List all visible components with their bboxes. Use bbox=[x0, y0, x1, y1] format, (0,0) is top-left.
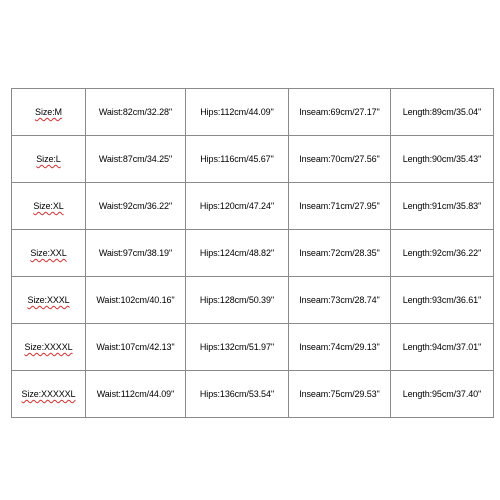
size-chart-table bbox=[11, 88, 494, 418]
size-cell bbox=[12, 324, 86, 371]
waist-cell: Waist:92cm/36.22'' bbox=[86, 183, 186, 230]
inseam-cell: Inseam:70cm/27.56'' bbox=[289, 136, 391, 183]
inseam-cell: Inseam:69cm/27.17'' bbox=[289, 89, 391, 136]
size-label: Size:XXXXL bbox=[24, 342, 73, 352]
size-label: Size:XXL bbox=[30, 248, 67, 258]
waist-cell: Waist:107cm/42.13'' bbox=[86, 324, 186, 371]
waist-cell: Waist:112cm/44.09'' bbox=[86, 371, 186, 418]
length-cell: Length:90cm/35.43'' bbox=[391, 136, 494, 183]
hips-cell: Hips:112cm/44.09'' bbox=[186, 89, 289, 136]
inseam-cell: Inseam:73cm/28.74'' bbox=[289, 277, 391, 324]
length-cell: Length:93cm/36.61'' bbox=[391, 277, 494, 324]
length-cell: Length:92cm/36.22'' bbox=[391, 230, 494, 277]
size-cell bbox=[12, 277, 86, 324]
hips-cell: Hips:132cm/51.97'' bbox=[186, 324, 289, 371]
size-cell bbox=[12, 230, 86, 277]
inseam-cell: Inseam:72cm/28.35'' bbox=[289, 230, 391, 277]
size-label: Size:L bbox=[36, 154, 61, 164]
size-label: Size:XXXL bbox=[27, 295, 70, 305]
table-row bbox=[12, 230, 494, 277]
waist-cell: Waist:82cm/32.28'' bbox=[86, 89, 186, 136]
inseam-cell: Inseam:71cm/27.95'' bbox=[289, 183, 391, 230]
inseam-cell: Inseam:74cm/29.13'' bbox=[289, 324, 391, 371]
hips-cell: Hips:128cm/50.39'' bbox=[186, 277, 289, 324]
size-cell bbox=[12, 136, 86, 183]
hips-cell: Hips:124cm/48.82'' bbox=[186, 230, 289, 277]
length-cell: Length:89cm/35.04'' bbox=[391, 89, 494, 136]
waist-cell: Waist:87cm/34.25'' bbox=[86, 136, 186, 183]
table-row bbox=[12, 89, 494, 136]
hips-cell: Hips:120cm/47.24'' bbox=[186, 183, 289, 230]
size-cell bbox=[12, 183, 86, 230]
table-row bbox=[12, 277, 494, 324]
size-label: Size:XL bbox=[33, 201, 64, 211]
length-cell: Length:91cm/35.83'' bbox=[391, 183, 494, 230]
waist-cell: Waist:97cm/38.19'' bbox=[86, 230, 186, 277]
size-label: Size:XXXXXL bbox=[21, 389, 76, 399]
length-cell: Length:94cm/37.01'' bbox=[391, 324, 494, 371]
waist-cell: Waist:102cm/40.16'' bbox=[86, 277, 186, 324]
table-row bbox=[12, 324, 494, 371]
size-cell bbox=[12, 371, 86, 418]
table-row bbox=[12, 183, 494, 230]
table-row bbox=[12, 136, 494, 183]
size-label: Size:M bbox=[35, 107, 62, 117]
inseam-cell: Inseam:75cm/29.53'' bbox=[289, 371, 391, 418]
hips-cell: Hips:136cm/53.54'' bbox=[186, 371, 289, 418]
table-row bbox=[12, 371, 494, 418]
hips-cell: Hips:116cm/45.67'' bbox=[186, 136, 289, 183]
size-cell bbox=[12, 89, 86, 136]
length-cell: Length:95cm/37.40'' bbox=[391, 371, 494, 418]
